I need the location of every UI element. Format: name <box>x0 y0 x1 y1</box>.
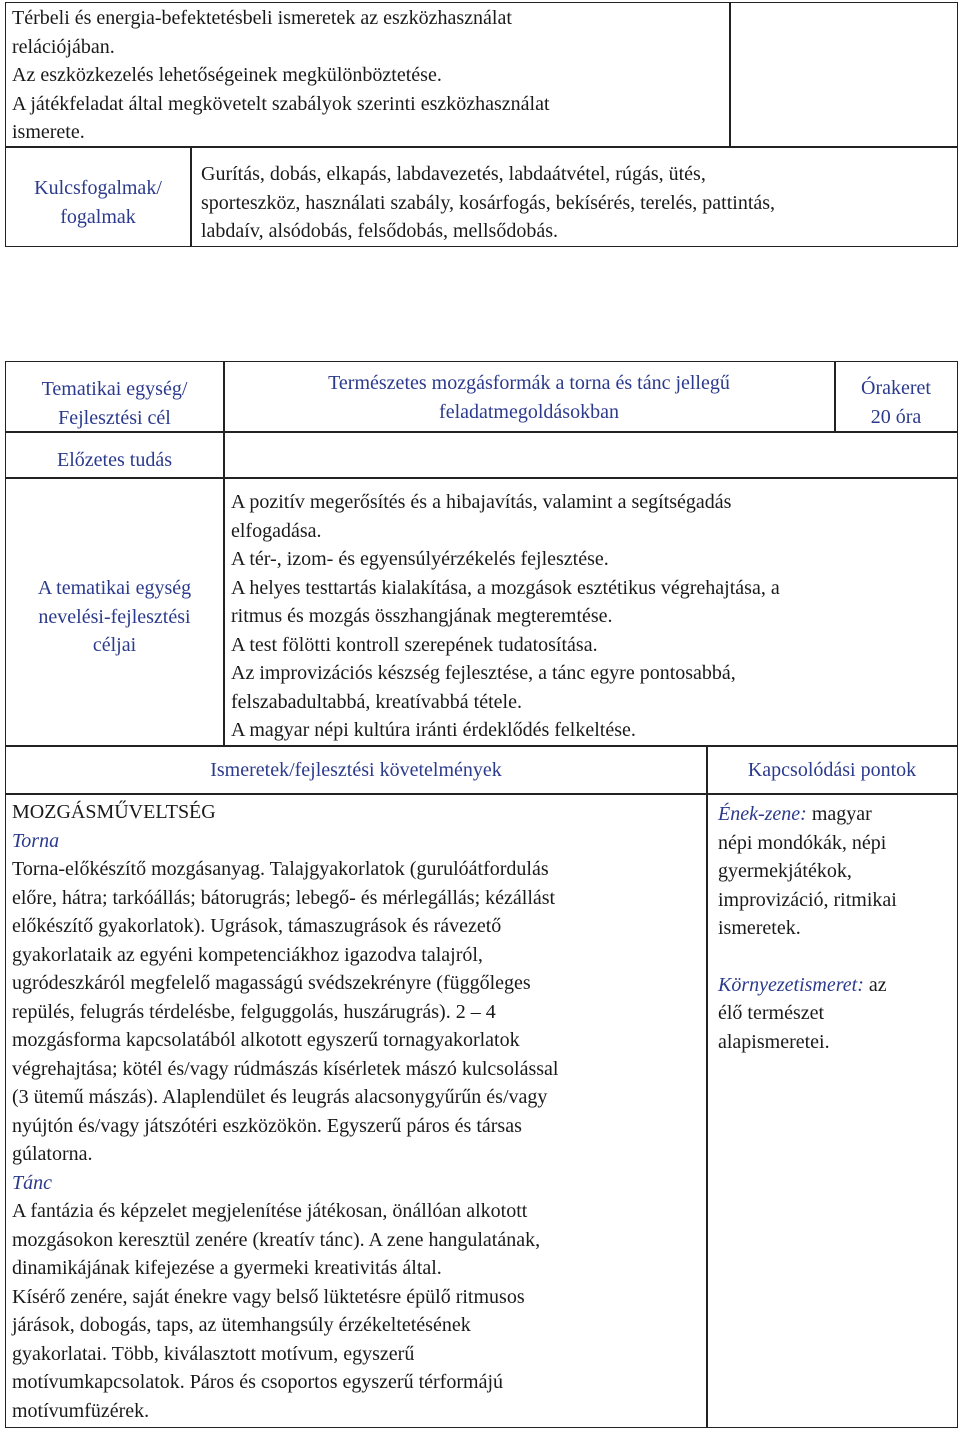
connection-subject: Ének-zene: <box>718 803 807 825</box>
goals-label: A tematikai egység nevelési-fejlesztési céljai <box>37 577 192 656</box>
goals-line: ritmus és mozgás összhangjának megteremtése. <box>231 605 613 627</box>
key-concepts-text <box>201 160 956 246</box>
hours-label: Órakeret <box>861 377 931 399</box>
continued-line: Térbeli és energia-befektetésbeli ismeretek az eszközhasználat <box>12 7 512 29</box>
continued-line: relációjában. <box>12 35 115 58</box>
goals-line: elfogadása. <box>231 519 322 542</box>
unit-label: Tematikai egység/ Fejlesztési cél <box>41 378 188 429</box>
continued-line: A játékfeladat által megkövetelt szabályok szerinti eszközhasználat <box>12 92 550 115</box>
continued-line: ismerete. <box>12 121 85 143</box>
goals-line: Az improvizációs készség fejlesztése, a tánc egyre pontosabbá, <box>231 662 736 684</box>
connection-line: népi mondókák, népi <box>718 831 887 854</box>
torna-line: nyújtón és/vagy játszótéri eszközökön. Egyszerű páros és társas <box>12 1114 522 1137</box>
requirements-header: Ismeretek/fejlesztési követelmények <box>210 759 502 781</box>
tanc-line: motívumkapcsolatok. Páros és csoportos egyszerű térformájú <box>12 1371 503 1393</box>
goals-line: A helyes testtartás kialakítása, a mozgások esztétikus végrehajtása, a <box>231 576 780 599</box>
goals-line: A pozitív megerősítés és a hibajavítás, valamint a segítségadás <box>231 491 732 513</box>
torna-line: végrehajtása; kötél és/vagy rúdmászás kísérletek mászó kulcsolással <box>12 1057 559 1080</box>
connections-header: Kapcsolódási pontok <box>747 759 917 781</box>
connections-content <box>718 800 956 1056</box>
hours-cell <box>835 374 957 431</box>
tanc-line: mozgásokon keresztül zenére (kreatív tánc). A zene hangulatának, <box>12 1228 541 1251</box>
goals-text <box>231 488 956 745</box>
unit-title: Természetes mozgásformák a torna és tánc jellegű feladatmegoldásokban <box>328 372 730 423</box>
torna-line: ugródeszkáról megfelelő magasságú svédszekrényre (függőleges <box>12 972 531 994</box>
torna-line: (3 ütemű mászás). Alaplendület és leugrás alacsonygyűrűn és/vagy <box>12 1086 548 1108</box>
torna-line: mozgásforma kapcsolatából alkotott egyszerű tornagyakorlatok <box>12 1029 520 1051</box>
tanc-line: Kísérő zenére, saját énekre vagy belső lüktetésre épülő ritmusos <box>12 1285 525 1308</box>
torna-line: előre, hátra; tarkóállás; bátorugrás; lebegő- és mérlegállás; kézállást <box>12 886 556 909</box>
tanc-line: motívumfüzérek. <box>12 1399 150 1422</box>
tanc-line: A fantázia és képzelet megjelenítése játékosan, önállóan alkotott <box>12 1200 528 1222</box>
torna-line: gyakorlataik az egyéni kompetenciákhoz igazodva talajról, <box>12 943 483 966</box>
torna-line: előkészítő gyakorlatok). Ugrások, támaszugrások és rávezető <box>12 915 502 937</box>
tanc-line: dinamikájának kifejezése a gyermeki kreativitás által. <box>12 1257 442 1279</box>
connection-line: élő természet <box>718 1002 825 1024</box>
tanc-line: járások, dobogás, taps, az ütemhangsúly érzékeltetésének <box>12 1314 471 1336</box>
unit-table-goals-row-divider <box>5 745 958 747</box>
connection-line: gyermekjátékok, <box>718 860 852 882</box>
key-concepts-label: Kulcsfogalmak/ fogalmak <box>34 177 162 228</box>
connection-line: improvizáció, ritmikai <box>718 888 897 911</box>
torna-line: Torna-előkészítő mozgásanyag. Talajgyakorlatok (gurulóátfordulás <box>12 858 549 880</box>
hours-value: 20 óra <box>870 405 922 428</box>
connection-ének-zene <box>718 800 956 943</box>
tanc-line: gyakorlatai. Több, kiválasztott motívum, egyszerű <box>12 1342 415 1365</box>
continued-line: Az eszközkezelés lehetőségeinek megkülönböztetése. <box>12 64 442 86</box>
unit-table-prior-row-divider <box>5 477 958 479</box>
connection-text: magyar <box>811 803 872 825</box>
connection-text: az <box>868 973 887 996</box>
requirements-heading: MOZGÁSMŰVELTSÉG <box>12 801 216 823</box>
key-concepts-line: Gurítás, dobás, elkapás, labdavezetés, labdaátvétel, rúgás, ütés, <box>201 163 706 185</box>
key-concepts-line: sporteszköz, használati szabály, kosárfogás, bekísérés, terelés, pattintás, <box>201 191 776 214</box>
connection-környezetismeret <box>718 971 956 1057</box>
torna-subheading: Torna <box>12 829 60 852</box>
requirements-content <box>12 798 704 1425</box>
goals-line: A test fölötti kontroll szerepének tudatosítása. <box>231 633 598 656</box>
unit-table-header-row-divider <box>5 793 958 795</box>
goals-line: felszabadultabbá, kreatívabbá tétele. <box>231 690 522 713</box>
top-table-right-col-divider <box>729 2 731 147</box>
key-concepts-line: labdaív, alsódobás, felsődobás, mellsődobás. <box>201 220 558 242</box>
torna-line: gúlatorna. <box>12 1143 93 1165</box>
connection-line: ismeretek. <box>718 917 801 939</box>
continued-skills-text <box>12 4 727 147</box>
torna-line: repülés, felugrás térdelésbe, felguggolás, huszárugrás). 2 – 4 <box>12 1000 496 1023</box>
connection-line: alapismeretei. <box>718 1030 830 1053</box>
prior-knowledge-label: Előzetes tudás <box>57 449 172 471</box>
goals-line: A tér-, izom- és egyensúlyérzékelés fejlesztése. <box>231 548 609 570</box>
goals-line: A magyar népi kultúra iránti érdeklődés felkeltése. <box>231 719 636 741</box>
unit-table-connections-col-divider <box>706 745 708 1428</box>
tanc-subheading: Tánc <box>12 1171 52 1194</box>
connection-subject: Környezetismeret: <box>718 973 864 996</box>
